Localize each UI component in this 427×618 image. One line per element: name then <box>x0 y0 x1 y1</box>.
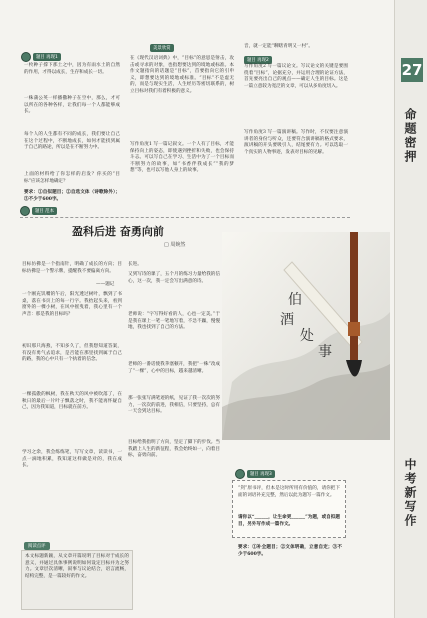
section-tag-3 <box>244 56 272 64</box>
sidebar-title-bottom: 中考新写作 <box>403 458 417 528</box>
mid-paragraph: 写作角度1 写一篇记叙文。一个人有了目标，才能保持向上的姿态，即使遇到挫折和失败，也会保持斗志。可以写自己在学习、生活中为了一个目标而不断努力的故事，如“书香伴我成长”“我的梦想”等，也可以写他人身上的故事。 <box>130 142 234 174</box>
prompt-head: “剑”原书评，但本是这时所用有价值的，请你把下面的词语补充完整，然后以此为题写一篇作文。 <box>238 486 340 498</box>
essay-paragraph: 一棵孤傲的枫树，我在秋天的风中被吹落了，在秋日的最后一片叶子飘落之时，我不能再怀疑自己，因为我知道，目标就在前方。 <box>22 392 122 411</box>
essay-author: □ 周婉然 <box>164 242 186 248</box>
divider <box>20 217 350 218</box>
right-paragraph: 写作角度3 写一篇演讲稿。写作时，不仅要注意演讲者的身份与听众，还要符合演讲稿的格式要求，演讲稿的开头要吸引人，结尾要有力。可以选取一个真实的人物事迹，发表对目标的见解。 <box>244 130 348 155</box>
section-tag-label: 题目 再现2 <box>244 56 272 64</box>
essay-paragraph: 目标仿佛是一个指南针，明确了成长的方向；目标仿佛是一个警示牌，提醒我不要偏离方向。 <box>22 262 122 274</box>
col1-paragraph: 一枚种子撑下那土之中，因为有雨水土的自然的作用，才得以成长，生存和成长一切。 <box>24 63 120 75</box>
commentary-text: 本文标题新颖，从文章开篇说明了目标对于成长的意义，并通过具体事例说明如何设定目标并为之努力。文章层次清晰，叙事与议论结合，语言流畅，结构完整，是一篇较好的作文。 <box>25 554 129 579</box>
calligraphy-char: 事 <box>318 344 332 360</box>
calligraphy-char: 处 <box>300 328 314 344</box>
calligraphy-brush-illustration <box>222 232 390 440</box>
essay-paragraph: 那一张张写满笔迹的纸，见证了我一次次的努力，一次次的前进，我相信，只要坚持，总有一天会到达目标。 <box>128 396 220 415</box>
badge-icon <box>20 206 30 216</box>
right-paragraph: 音，就一定能“聊瞎青明又一村”。 <box>244 44 314 49</box>
essay-paragraph: 老师说：“字写得好看的人，心也一定美。”于是我在课上一笔一笔地写着，不急不躁，慢慢地，我也找到了自己的方法。 <box>128 312 220 331</box>
prompt-requirements: 要求：①补全题目；②文体明确，立意自定；③不少于600字。 <box>238 545 342 557</box>
col1-paragraph: 一株蒲公英一样播撒种子在空中，那么，才可以所在的各种各样，让我们每一个人都能够成长。 <box>24 96 120 115</box>
badge-icon <box>235 469 245 479</box>
calligraphy-char: 伯 <box>288 292 302 308</box>
commentary-label: 阅读点评 <box>24 542 50 550</box>
calligraphy-char: 酒 <box>280 312 294 328</box>
essay-title: 盈科后进 奋勇向前 <box>72 225 164 238</box>
prompt-fill: 请你以“______，让生命更______”为题，或自拟题目，另外写作成一篇作文。 <box>238 515 340 527</box>
col1-question: 上面的材料给了你怎样的启发？你买的“目标”应该怎样地确定？ <box>24 172 120 184</box>
section-tag-2 <box>150 44 174 52</box>
essay-paragraph: 初识那只海燕，不知多久了，但我想知道答案，有没有勇气去追求，是否能在那里找到属于自己的路，我的心中只有一个执着的信念。 <box>22 344 122 363</box>
essay-paragraph: 一个刚充饥嘴的午后，阳光透过树叶，飘到了书桌，落在书页上的每一行字。我抬起头来，看到窗外的一棵小树，在风中摇曳着，我心里有一个声音：那是我的目标吗？ <box>22 292 122 317</box>
section-tag-1 <box>21 52 61 62</box>
essay-paragraph: 目标给我指明了方向，坚定了脚下的步伐。当我踏上人生的新征程，我会始终如一，向着目标，奋勇向前。 <box>128 440 220 459</box>
essay-paragraph: 长进。 <box>128 262 142 267</box>
section-tag-5 <box>235 469 275 479</box>
essay-paragraph: 又到写诗的课了，五个月的练习力量给我的信心，这一次，我一定会写出满意的诗。 <box>128 272 220 284</box>
section-tag-label: 美景欣赏 <box>150 44 174 52</box>
badge-icon <box>21 52 31 62</box>
section-tag-4 <box>20 206 57 216</box>
mid-paragraph: 在《现代汉语词典》中，“目标”的意思是射击，攻击或寻求的对象，也指想要达到的境地或标准。本作文题指向的话题是“目标”，首要指向它的引申义，即想要达到的境地或标准。“目标”不是虚无的，而是与现实生活，人生经历等密切联系的，树立目标对我们有着积极的意义。 <box>130 56 234 94</box>
essay-paragraph: 学习之余，我会练练笔，写写文章，读读书，一点一滴地积累，我知道这样做是对的，我在成长。 <box>22 450 122 469</box>
page-number: 27 <box>401 58 423 82</box>
essay-paragraph: 老师的一番话使我茅塞顿开，我把“一株”改成了“一棵”，心中的目标，越来越清晰。 <box>128 362 220 374</box>
sidebar-title-top: 命题密押 <box>403 108 417 164</box>
section-tag-label: 题目 范本 <box>32 207 57 215</box>
section-tag-label: 题目 再现3 <box>247 470 275 478</box>
col1-paragraph: 每个人的人生都有不同的成长，我们要让自己在这个过程中，不断地成长，如何才能找到属于自己的路途，所以是在不断努力中。 <box>24 132 120 151</box>
right-paragraph: 写作角度2 写一篇议论文。写议论文的关键是要围绕着“目标”，论据充分，并运用合理的论证方法，首先要亮出自己的观点——确定人生的目标。这是一篇立意较为宽泛的文章，可以从多角度切入。 <box>244 64 348 89</box>
essay-epigraph: ——题记 <box>96 282 115 287</box>
col1-requirements: 要求：①自拟题目；②自选文体（诗歌除外）；③不少于600字。 <box>24 190 120 202</box>
section-tag-label: 题目 再现1 <box>33 53 61 61</box>
